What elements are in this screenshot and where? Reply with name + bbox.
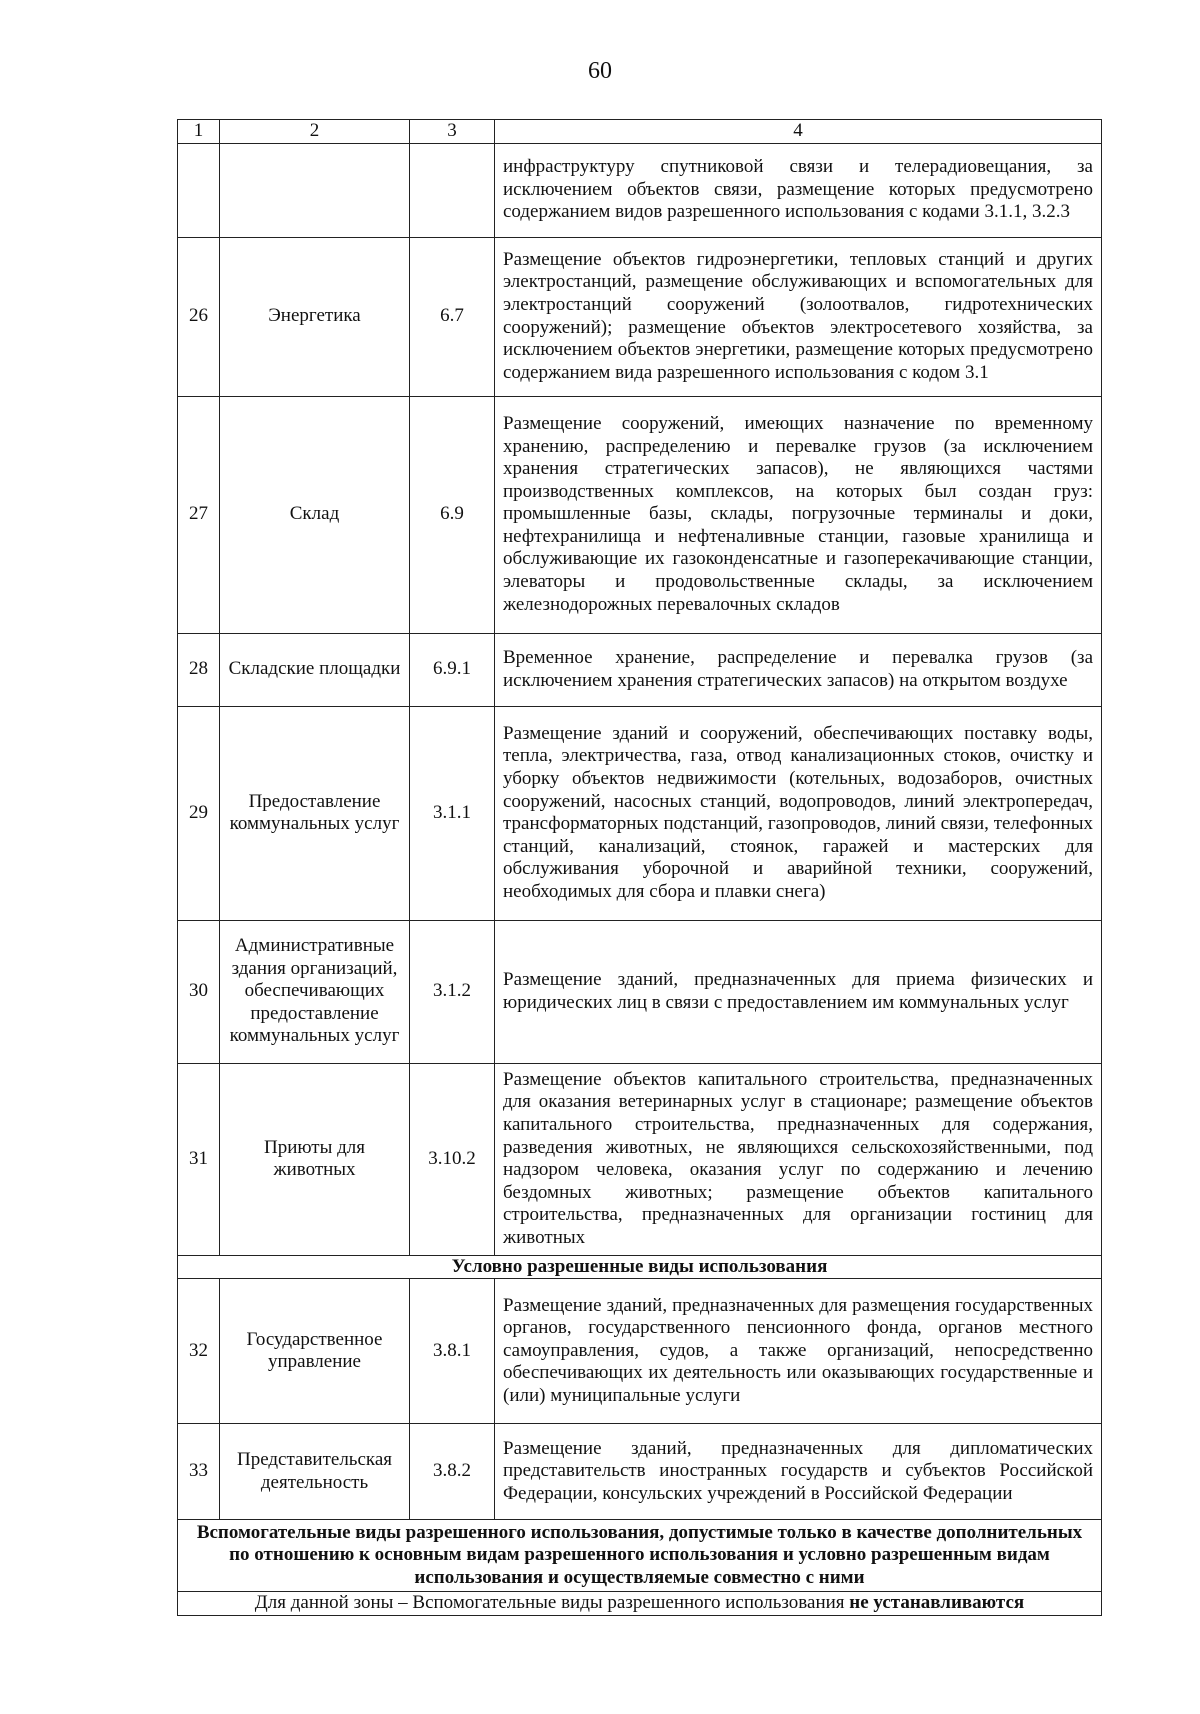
table-header-row	[178, 120, 1102, 144]
auxiliary-note-row	[178, 1592, 1102, 1616]
section-title: Условно разрешенные виды использования	[178, 1255, 1102, 1279]
table-cell-name: Энергетика	[220, 237, 410, 396]
section-header-auxiliary	[178, 1520, 1102, 1592]
table-cell-code: 3.8.2	[410, 1424, 495, 1520]
table-cell-name: Государственное управление	[220, 1279, 410, 1424]
table-cell-code: 3.1.2	[410, 920, 495, 1063]
table-cell-description: инфраструктуру спутниковой связи и телерадиовещания, за исключением объектов связи, размещение которых предусмотрено содержанием видов разрешенного использования с кодами 3.1.1, 3.2.3	[495, 143, 1102, 237]
table-cell-num: 32	[178, 1279, 220, 1424]
column-header-3: 3	[410, 120, 495, 144]
table-cell-description: Размещение объектов капитального строительства, предназначенных для оказания ветеринарных услуг в стационаре; размещение объектов капитального строительства, предназначенных для содержания, разведения животных, не являющихся сельскохозяйственными, под надзором человека, оказания услуг по содержанию и лечению бездомных животных; размещение объектов капитального строительства, предназначенных для организации гостиниц для животных	[495, 1063, 1102, 1255]
table-row	[178, 396, 1102, 633]
table-cell-name: Административные здания организаций, обеспечивающих предоставление коммунальных услуг	[220, 920, 410, 1063]
section-title: Вспомогательные виды разрешенного использования, допустимые только в качестве дополнительных по отношению к основным видам разрешенного использования и условно разрешенным видам использования и осуществляемые совместно с ними	[178, 1520, 1102, 1592]
column-header-2: 2	[220, 120, 410, 144]
table-cell-num: 26	[178, 237, 220, 396]
table-cell-code: 3.10.2	[410, 1063, 495, 1255]
table-cell-num: 33	[178, 1424, 220, 1520]
table-cell-description: Размещение зданий, предназначенных для приема физических и юридических лиц в связи с предоставлением им коммунальных услуг	[495, 920, 1102, 1063]
table-cell-description: Размещение зданий, предназначенных для размещения государственных органов, государственного пенсионного фонда, органов местного самоуправления, судов, а также организаций, непосредственно обеспечивающих их деятельность или оказывающих государственные и (или) муниципальные услуги	[495, 1279, 1102, 1424]
table-cell-num: 27	[178, 396, 220, 633]
table-row	[178, 1063, 1102, 1255]
table-row	[178, 1279, 1102, 1424]
table-cell-name: Приюты для животных	[220, 1063, 410, 1255]
table-cell-description: Размещение объектов гидроэнергетики, тепловых станций и других электростанций, размещение обслуживающих и вспомогательных для электростанций сооружений (золоотвалов, гидротехнических сооружений); размещение объектов электросетевого хозяйства, за исключением объектов энергетики, размещение которых предусмотрено содержанием вида разрешенного использования с кодом 3.1	[495, 237, 1102, 396]
table-cell-code: 6.9	[410, 396, 495, 633]
page-number: 60	[588, 58, 612, 84]
table-cell-name: Складские площадки	[220, 633, 410, 706]
column-header-1: 1	[178, 120, 220, 144]
table-cell-description: Размещение зданий, предназначенных для дипломатических представительств иностранных государств и субъектов Российской Федерации, консульских учреждений в Российской Федерации	[495, 1424, 1102, 1520]
auxiliary-note-prefix: Для данной зоны – Вспомогательные виды разрешенного использования	[254, 1592, 845, 1614]
table-cell-description: Размещение сооружений, имеющих назначение по временному хранению, распределению и перевалке грузов (за исключением хранения стратегических запасов), не являющихся частями производственных комплексов, на которых был создан груз: промышленные базы, склады, погрузочные терминалы и доки, нефтехранилища и нефтеналивные станции, газовые хранилища и обслуживающие их газоконденсатные и газоперекачивающие станции, элеваторы и продовольственные склады, за исключением железнодорожных перевалочных складов	[495, 396, 1102, 633]
table-cell-name: Склад	[220, 396, 410, 633]
table-cell-num	[178, 143, 220, 237]
table-cell-code: 6.9.1	[410, 633, 495, 706]
section-header-conditional	[178, 1255, 1102, 1279]
table-cell-num: 29	[178, 706, 220, 920]
table-cell-name	[220, 143, 410, 237]
table-cell-code: 6.7	[410, 237, 495, 396]
table-cell-num: 30	[178, 920, 220, 1063]
table-cell-num: 28	[178, 633, 220, 706]
table-row	[178, 633, 1102, 706]
table-cell-description: Размещение зданий и сооружений, обеспечивающих поставку воды, тепла, электричества, газа, отвод канализационных стоков, очистку и уборку объектов недвижимости (котельных, водозаборов, очистных сооружений, насосных станций, водопроводов, линий электропередач, трансформаторных подстанций, газопроводов, линий связи, телефонных станций, канализаций, стоянок, гаражей и мастерских для обслуживания уборочной и аварийной техники, сооружений, необходимых для сбора и плавки снега)	[495, 706, 1102, 920]
table-cell-code: 3.8.1	[410, 1279, 495, 1424]
land-use-table	[177, 119, 1102, 1616]
table-cell-code	[410, 143, 495, 237]
table-cell-code: 3.1.1	[410, 706, 495, 920]
table-row-continuation	[178, 143, 1102, 237]
table-cell-description: Временное хранение, распределение и перевалка грузов (за исключением хранения стратегических запасов) на открытом воздухе	[495, 633, 1102, 706]
column-header-4: 4	[495, 120, 1102, 144]
table-cell-name: Предоставление коммунальных услуг	[220, 706, 410, 920]
auxiliary-note-bold: не устанавливаются	[849, 1592, 1025, 1614]
table-row	[178, 706, 1102, 920]
table-row	[178, 237, 1102, 396]
table-cell-num: 31	[178, 1063, 220, 1255]
table-row	[178, 920, 1102, 1063]
table-row	[178, 1424, 1102, 1520]
auxiliary-note	[178, 1592, 1102, 1616]
table-cell-name: Представительская деятельность	[220, 1424, 410, 1520]
